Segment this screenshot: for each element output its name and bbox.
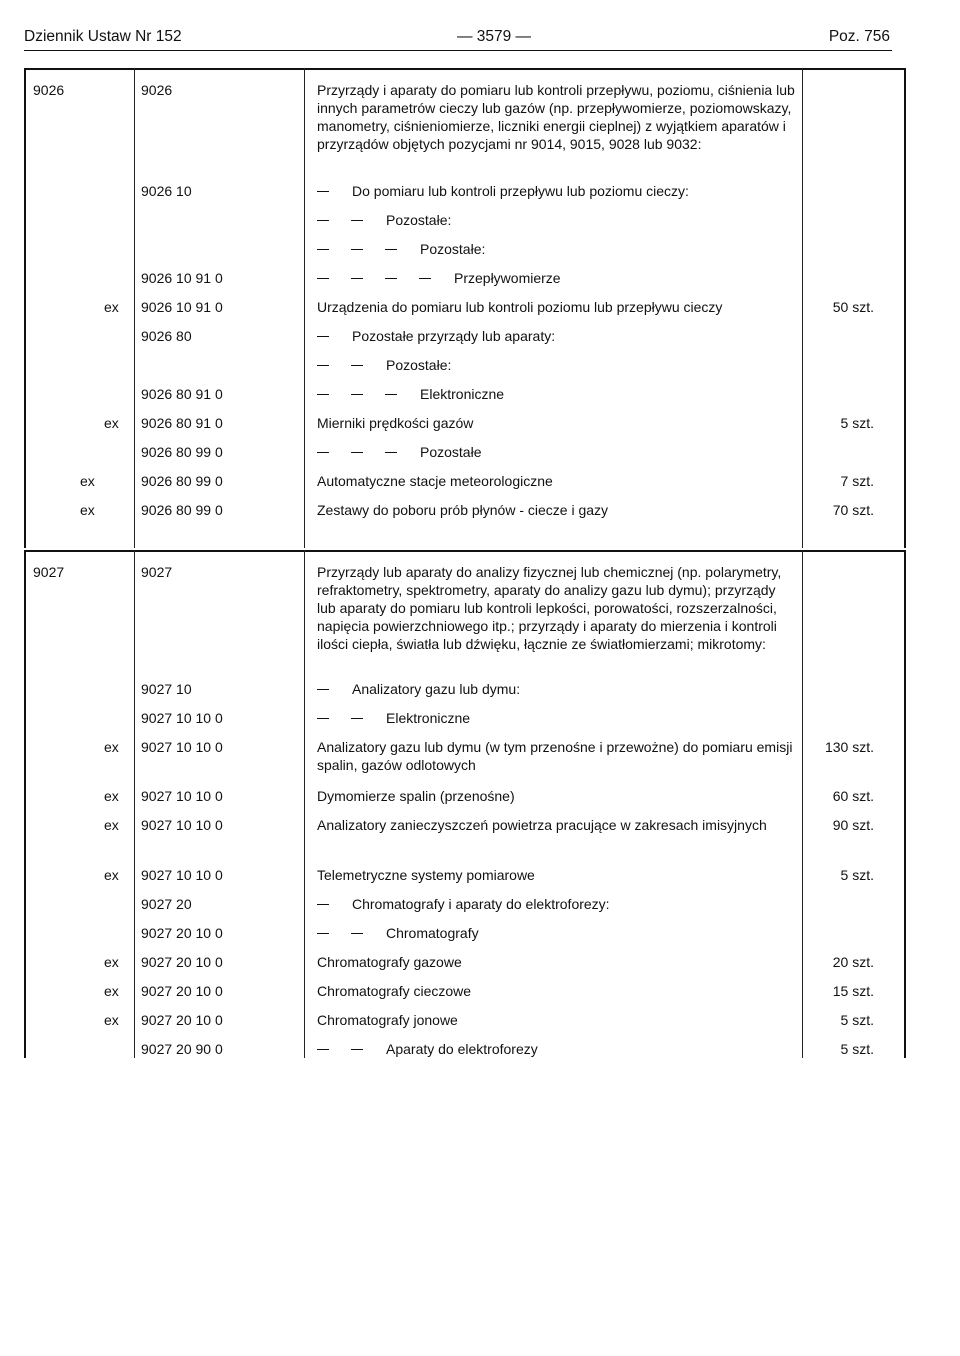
description-text: Chromatografy xyxy=(386,925,479,941)
description xyxy=(317,385,797,403)
description xyxy=(317,1040,797,1058)
description-text: Pozostałe: xyxy=(386,357,452,373)
quantity: 130 szt. xyxy=(824,739,874,755)
indent-dash xyxy=(317,365,329,366)
indent-dash xyxy=(317,689,329,690)
cn-code: 9027 10 10 0 xyxy=(141,817,223,833)
cn-code: 9027 10 10 0 xyxy=(141,867,223,883)
cn-code: 9027 20 10 0 xyxy=(141,983,223,999)
indent-dash xyxy=(351,933,363,934)
description xyxy=(317,182,797,200)
heading-number: 9027 xyxy=(33,564,65,580)
description-text: Zestawy do poboru prób płynów - ciecze i gazy xyxy=(317,502,609,518)
ex-marker: ex xyxy=(104,1012,119,1028)
indent-dash xyxy=(351,394,363,395)
indent-dash xyxy=(317,452,329,453)
description-text: Aparaty do elektroforezy xyxy=(386,1041,538,1057)
quantity: 90 szt. xyxy=(832,817,874,833)
indent-dash xyxy=(317,278,329,279)
cn-code: 9027 20 90 0 xyxy=(141,1041,223,1057)
description xyxy=(317,895,797,913)
description xyxy=(317,81,797,153)
description-text: Elektroniczne xyxy=(420,386,505,402)
table-left-border xyxy=(24,68,26,548)
cn-code: 9027 20 10 0 xyxy=(141,954,223,970)
description-text: Przepływomierze xyxy=(454,270,561,286)
indent-dash xyxy=(385,278,397,279)
description-text: Telemetryczne systemy pomiarowe xyxy=(317,867,535,883)
indent-dash xyxy=(317,1049,329,1050)
cn-code: 9026 80 99 0 xyxy=(141,444,223,460)
description-text: Mierniki prędkości gazów xyxy=(317,415,474,431)
description-text: Chromatografy cieczowe xyxy=(317,983,472,999)
indent-dash xyxy=(351,249,363,250)
description-text: Chromatografy gazowe xyxy=(317,954,462,970)
quantity: 5 szt. xyxy=(840,415,874,431)
description xyxy=(317,269,797,287)
description xyxy=(317,472,797,490)
cn-code: 9026 80 91 0 xyxy=(141,386,223,402)
quantity: 5 szt. xyxy=(840,867,874,883)
quantity: 60 szt. xyxy=(832,788,874,804)
description-text: Analizatory gazu lub dymu (w tym przenośne i przewożne) do pomiaru emisji spalin, gazów odlotowych xyxy=(317,739,793,773)
description-text: Pozostałe: xyxy=(386,212,452,228)
description-text: Dymomierze spalin (przenośne) xyxy=(317,788,515,804)
header-divider xyxy=(24,50,892,51)
column-divider xyxy=(304,68,305,548)
description xyxy=(317,816,797,834)
cn-code: 9027 xyxy=(141,564,173,580)
description xyxy=(317,953,797,971)
quantity: 20 szt. xyxy=(832,954,874,970)
description-text: Analizatory gazu lub dymu: xyxy=(352,681,521,697)
quantity: 70 szt. xyxy=(832,502,874,518)
cn-code: 9026 80 91 0 xyxy=(141,415,223,431)
table-right-border xyxy=(904,68,906,548)
cn-code: 9026 80 99 0 xyxy=(141,502,223,518)
indent-dash xyxy=(385,394,397,395)
ex-marker: ex xyxy=(104,739,119,755)
indent-dash xyxy=(351,452,363,453)
column-divider xyxy=(304,550,305,1058)
ex-marker: ex xyxy=(104,788,119,804)
description xyxy=(317,356,797,374)
quantity: 15 szt. xyxy=(832,983,874,999)
cn-code: 9027 20 xyxy=(141,896,192,912)
cn-code: 9027 10 10 0 xyxy=(141,788,223,804)
quantity: 5 szt. xyxy=(840,1041,874,1057)
description xyxy=(317,240,797,258)
column-divider xyxy=(134,68,135,548)
ex-marker: ex xyxy=(104,983,119,999)
description-text: Pozostałe przyrządy lub aparaty: xyxy=(352,328,556,344)
description xyxy=(317,563,797,653)
ex-marker: ex xyxy=(104,954,119,970)
description xyxy=(317,982,797,1000)
description-text: Chromatografy i aparaty do elektroforezy: xyxy=(352,896,610,912)
description-text: Urządzenia do pomiaru lub kontroli poziomu lub przepływu cieczy xyxy=(317,299,723,315)
indent-dash xyxy=(385,452,397,453)
description xyxy=(317,924,797,942)
indent-dash xyxy=(351,278,363,279)
description xyxy=(317,327,797,345)
cn-code: 9027 10 10 0 xyxy=(141,739,223,755)
indent-dash xyxy=(385,249,397,250)
description xyxy=(317,501,797,519)
ex-marker: ex xyxy=(80,502,95,518)
indent-dash xyxy=(317,394,329,395)
section-top-rule xyxy=(24,68,906,70)
indent-dash xyxy=(317,220,329,221)
indent-dash xyxy=(317,191,329,192)
cn-code: 9026 10 xyxy=(141,183,192,199)
table-left-border xyxy=(24,550,26,1058)
description-text: Przyrządy i aparaty do pomiaru lub kontroli przepływu, poziomu, ciśnienia lub innych parametrów cieczy lub gazów (np. przepływomierze, poziomowskazy, manometry, ciśnieniomierze, liczniki energii cieplnej) z wyjątkiem aparatów i przyrządów objętych pozycjami nr 9014, 9015, 9028 lub 9032: xyxy=(317,82,795,152)
description xyxy=(317,738,797,774)
cn-code: 9027 20 10 0 xyxy=(141,925,223,941)
heading-number: 9026 xyxy=(33,82,65,98)
section-top-rule xyxy=(24,550,906,552)
column-divider xyxy=(134,550,135,1058)
indent-dash xyxy=(317,336,329,337)
description-text: Chromatografy jonowe xyxy=(317,1012,458,1028)
cn-code: 9027 10 xyxy=(141,681,192,697)
description xyxy=(317,680,797,698)
cn-code: 9026 xyxy=(141,82,173,98)
indent-dash xyxy=(317,904,329,905)
cn-code: 9026 10 91 0 xyxy=(141,299,223,315)
description-text: Analizatory zanieczyszczeń powietrza pracujące w zakresach imisyjnych xyxy=(317,817,767,833)
position-number: Poz. 756 xyxy=(828,28,890,45)
table-right-border xyxy=(904,550,906,1058)
page-number: — 3579 — xyxy=(456,28,532,45)
ex-marker: ex xyxy=(104,817,119,833)
ex-marker: ex xyxy=(104,299,119,315)
description-text: Do pomiaru lub kontroli przepływu lub poziomu cieczy: xyxy=(352,183,689,199)
description-text: Pozostałe xyxy=(420,444,482,460)
cn-code: 9026 80 xyxy=(141,328,192,344)
indent-dash xyxy=(419,278,431,279)
tariff-section-9026 xyxy=(24,68,906,548)
indent-dash xyxy=(351,1049,363,1050)
indent-dash xyxy=(351,365,363,366)
cn-code: 9026 80 99 0 xyxy=(141,473,223,489)
description xyxy=(317,298,797,316)
cn-code: 9027 20 10 0 xyxy=(141,1012,223,1028)
description xyxy=(317,709,797,727)
quantity: 50 szt. xyxy=(832,299,874,315)
indent-dash xyxy=(317,933,329,934)
indent-dash xyxy=(351,718,363,719)
description xyxy=(317,866,797,884)
tariff-section-9027 xyxy=(24,550,906,1058)
indent-dash xyxy=(317,718,329,719)
description xyxy=(317,443,797,461)
cn-code: 9026 10 91 0 xyxy=(141,270,223,286)
description-text: Elektroniczne xyxy=(386,710,471,726)
description-text: Automatyczne stacje meteorologiczne xyxy=(317,473,553,489)
ex-marker: ex xyxy=(80,473,95,489)
description-text: Pozostałe: xyxy=(420,241,486,257)
journal-title: Dziennik Ustaw Nr 152 xyxy=(24,28,182,45)
ex-marker: ex xyxy=(104,867,119,883)
description xyxy=(317,414,797,432)
quantity: 7 szt. xyxy=(840,473,874,489)
description xyxy=(317,1011,797,1029)
quantity: 5 szt. xyxy=(840,1012,874,1028)
indent-dash xyxy=(351,220,363,221)
ex-marker: ex xyxy=(104,415,119,431)
page-header xyxy=(24,28,890,50)
description xyxy=(317,211,797,229)
description xyxy=(317,787,797,805)
indent-dash xyxy=(317,249,329,250)
description-text: Przyrządy lub aparaty do analizy fizycznej lub chemicznej (np. polarymetry, refraktometry, spektrometry, aparaty do analizy gazu lub dymu); przyrządy lub aparaty do pomiaru lub kontroli lepkości, porowatości, rozszerzalności, napięcia powierzchniowego itp.; przyrządy i aparaty do mierzenia i kontroli ilości ciepła, światła lub dźwięku, łącznie ze światłomierzami; mikrotomy: xyxy=(317,564,782,652)
cn-code: 9027 10 10 0 xyxy=(141,710,223,726)
